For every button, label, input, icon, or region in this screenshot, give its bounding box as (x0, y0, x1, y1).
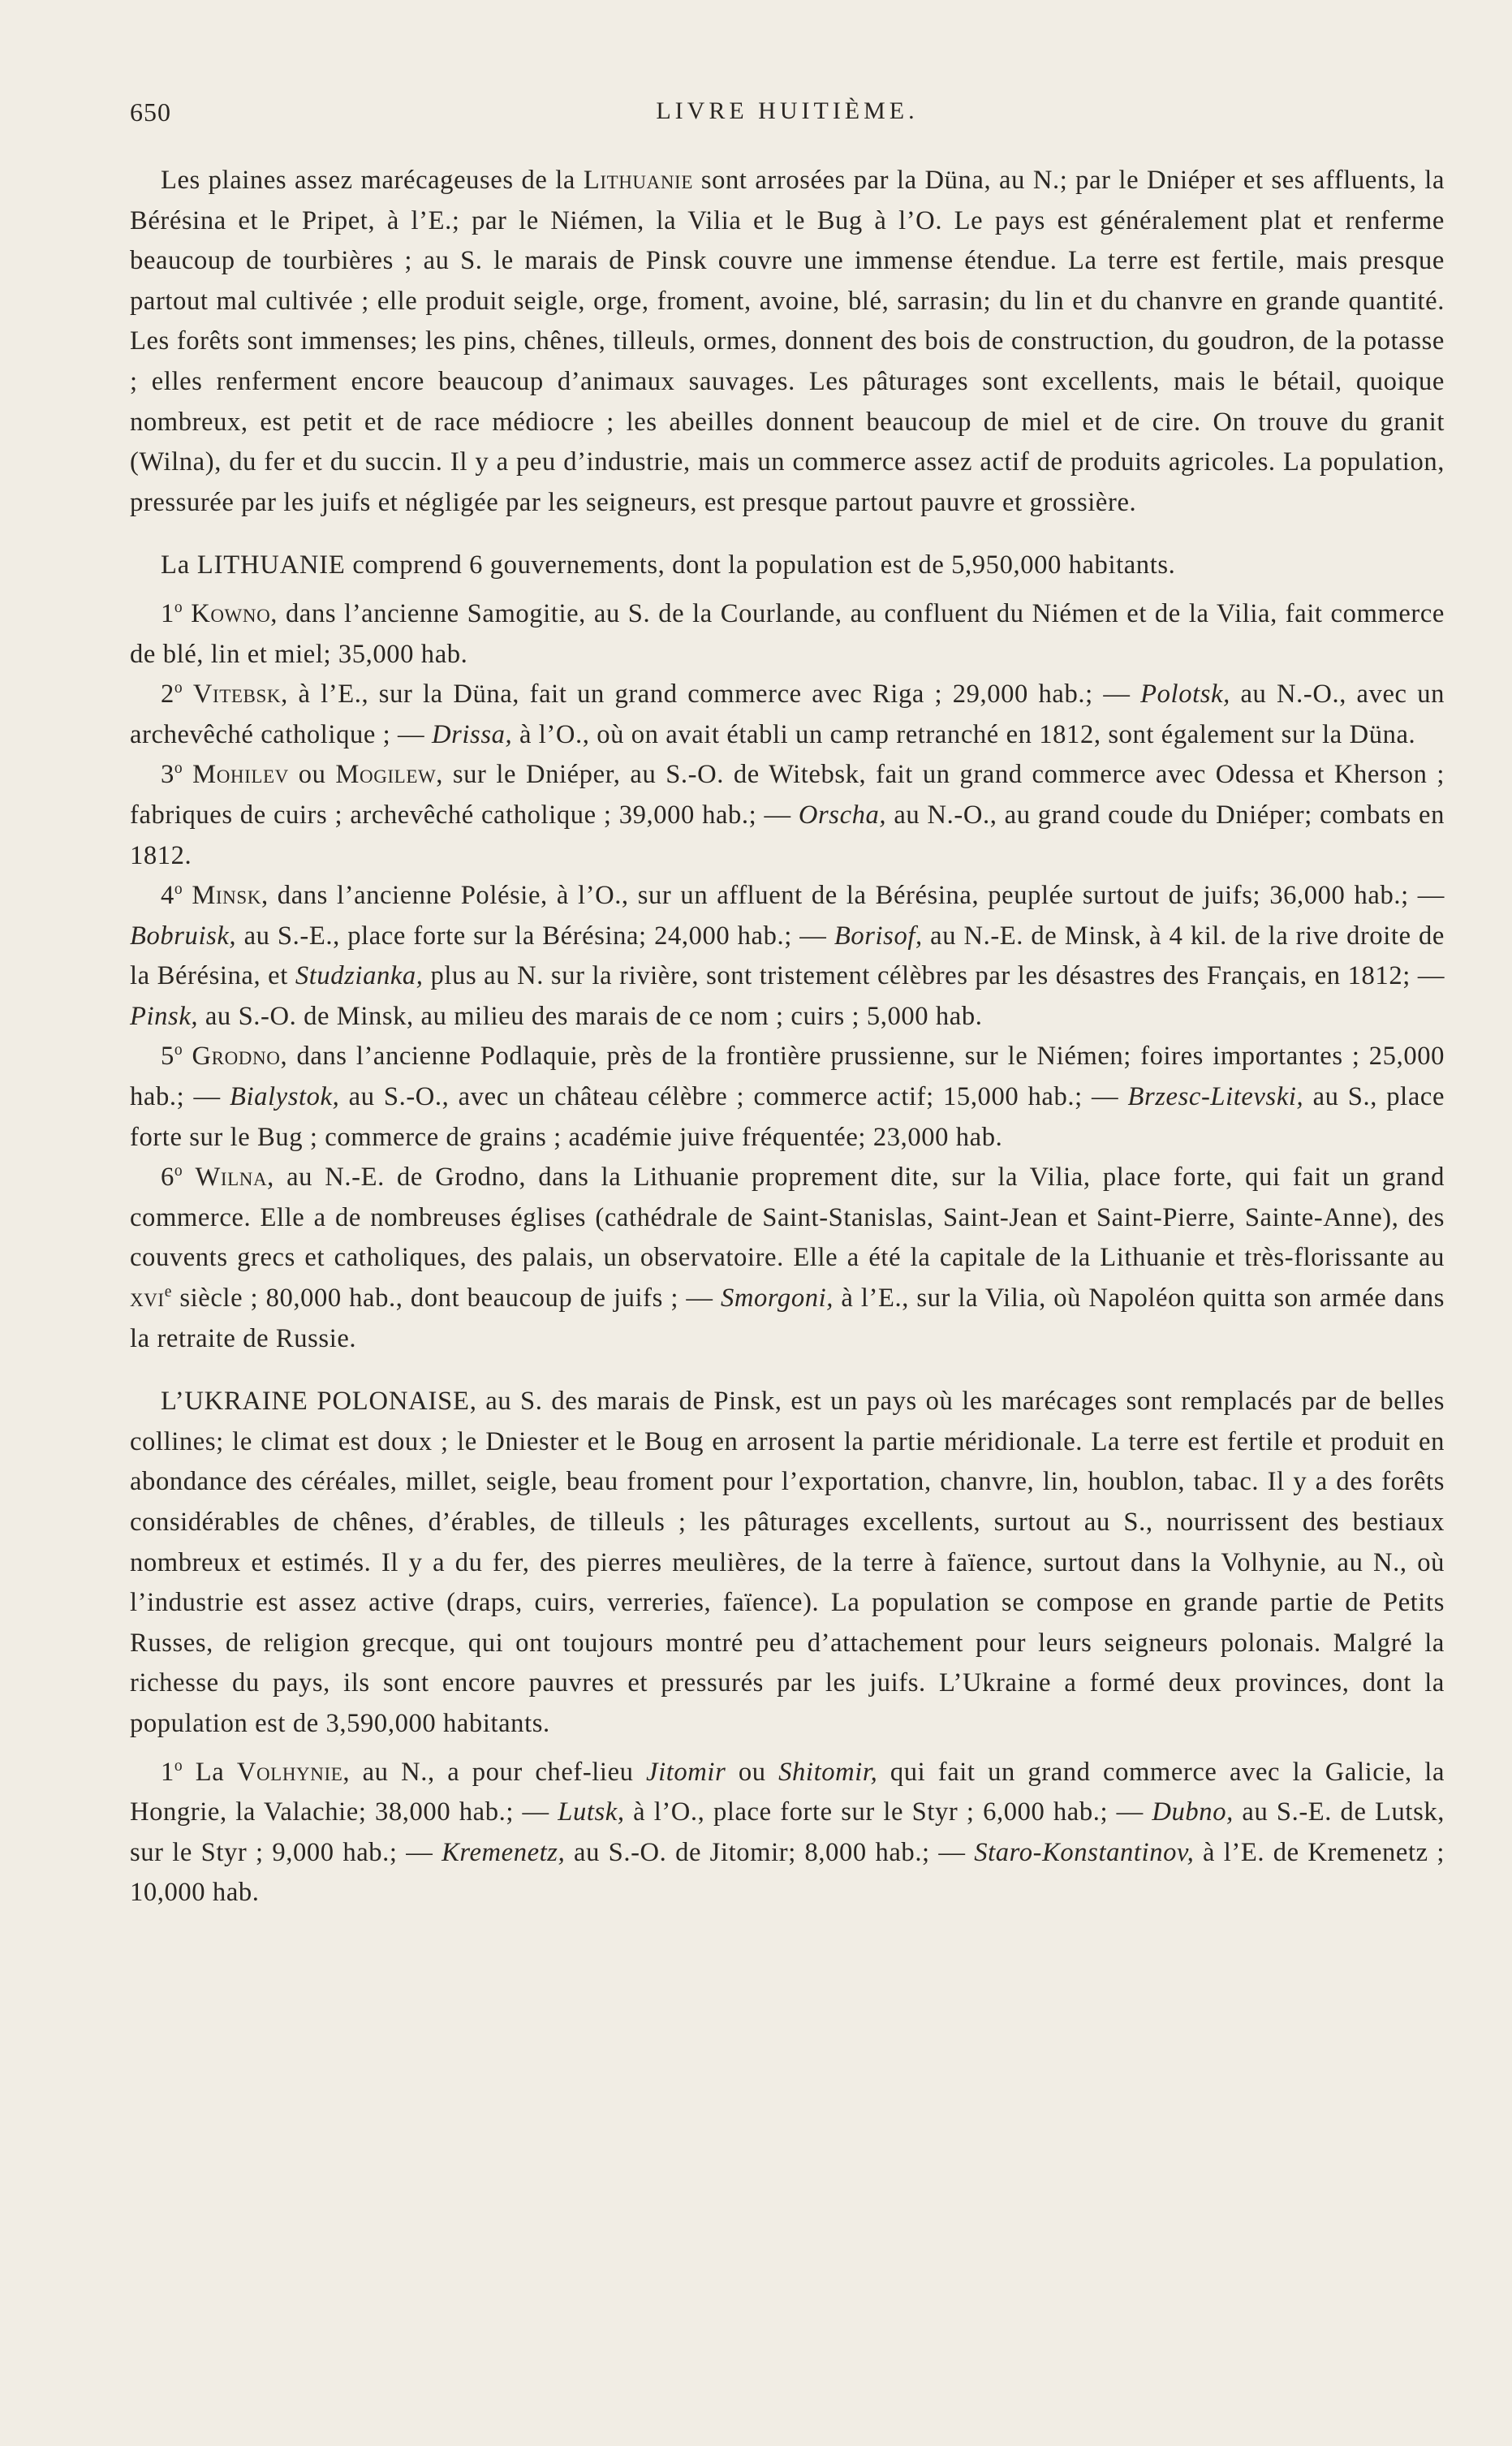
place-vitebsk: Vitebsk (192, 679, 282, 710)
place-minsk: Minsk (192, 881, 261, 911)
entry-grodno: 5$^o$ Grodno, dans l’ancienne Podlaquie, près de la frontière prussienne, sur le Niémen; foires importantes ; 25,000 hab.; — Bialystok, au S.-O., avec un château célèbre ; commerce actif; 15,000 hab.; — Brzesc-Litevski, au S., place forte sur le Bug ; commerce de grains ; académie juive fréquentée; 23,000 hab. (130, 1042, 1445, 1152)
place-pinsk: Pinsk, (130, 1001, 199, 1031)
place-drissa: Drissa, (431, 719, 513, 749)
place-kowno: Kowno (191, 598, 271, 628)
entry-mohilev: 3$^o$ Mohilev ou Mogilew, sur le Dniéper, au S.-O. de Witebsk, fait un grand commerce avec Odessa et Kherson ; fabriques de cuirs ; archevêché catholique ; 39,000 hab.; — Orscha, au N.-O., au grand coude du Dniéper; combats en 1812. (130, 760, 1445, 870)
place-smorgoni: Smorgoni, (720, 1283, 834, 1314)
place-borisof: Borisof, (834, 921, 923, 951)
place-mohilev: Mohilev (192, 760, 289, 790)
book-page (130, 91, 1445, 1913)
place-shitomir: Shitomir, (778, 1757, 878, 1787)
entry-wilna: 6$^o$ Wilna, au N.-E. de Grodno, dans la Lithuanie proprement dite, sur la Vilia, place forte, qui fait un grand commerce. Elle a de nombreuses églises (cathédrale de Saint-Stanislas, Saint-Jean et Saint-Pierre, Sainte-Anne), des couvents grecs et catholiques, des palais, un observatoire. Elle a été la capitale de la Lithuanie et très-florissante au xvi$^e$ siècle ; 80,000 hab., dont beaucoup de juifs ; — Smorgoni, à l’E., sur la Vilia, où Napoléon quitta son armée dans la retraite de Russie. (130, 1163, 1445, 1353)
region-ukraine-polonaise: L’UKRAINE POLONAISE (161, 1387, 470, 1417)
region-lithuanie: La LITHUANIE (161, 550, 346, 580)
running-head (130, 91, 1445, 136)
place-studzianka: Studzianka, (295, 961, 424, 991)
entry-vitebsk: 2$^o$ Vitebsk, à l’E., sur la Düna, fait un grand commerce avec Riga ; 29,000 hab.; — Polotsk, au N.-O., avec un archevêché catholique ; — Drissa, à l’O., où on avait établi un camp retranché en 1812, sont également sur la Düna. (130, 679, 1445, 749)
place-volhynie: Volhynie (236, 1757, 343, 1787)
place-grodno: Grodno (192, 1042, 281, 1072)
entry-minsk: 4$^o$ Minsk, dans l’ancienne Polésie, à l’O., sur un affluent de la Bérésina, peuplée surtout de juifs; 36,000 hab.; — Bobruisk, au S.-E., place forte sur la Bérésina; 24,000 hab.; — Borisof, au N.-E. de Minsk, à 4 kil. de la rive droite de la Bérésina, et Studzianka, plus au N. sur la rivière, sont tristement célèbres par les désastres des Français, en 1812; — Pinsk, au S.-O. de Minsk, au milieu des marais de ce nom ; cuirs ; 5,000 hab. (130, 881, 1445, 1031)
place-wilna: Wilna (195, 1163, 268, 1193)
place-jitomir: Jitomir (646, 1757, 726, 1787)
place-bobruisk: Bobruisk, (130, 921, 237, 951)
paragraph-lithuanie-summary: La LITHUANIE comprend 6 gouvernements, dont la population est de 5,950,000 habitants. (161, 550, 1176, 580)
book-title: LIVRE HUITIÈME. (656, 97, 919, 124)
paragraph-lithuanie-description: Les plaines assez marécageuses de la Lithuanie sont arrosées par la Düna, au N.; par le Dniéper et ses affluents, la Bérésina et le Pripet, à l’E.; par le Niémen, la Vilia et le Bug à l’O. Le pays est généralement plat et renferme beaucoup de tourbières ; au S. le marais de Pinsk couvre une immense étendue. La terre est fertile, mais presque partout mal cultivée ; elle produit seigle, orge, froment, avoine, blé, sarrasin; du lin et du chanvre en grande quantité. Les forêts sont immenses; les pins, chênes, tilleuls, ormes, donnent des bois de construction, du goudron, de la potasse ; elles renferment encore beaucoup d’animaux sauvages. Les pâturages sont excellents, mais le bétail, quoique nombreux, est petit et de race médiocre ; les abeilles donnent beaucoup de miel et de cire. On trouve du granit (Wilna), du fer et du succin. Il y a peu d’industrie, mais un commerce assez actif de produits agricoles. La population, pressurée par les juifs et négligée par les seigneurs, est presque partout pauvre et grossière. (130, 166, 1445, 517)
place-polotsk: Polotsk, (1140, 679, 1230, 710)
place-kremenetz: Kremenetz, (442, 1837, 566, 1867)
place-staro-konstantinov: Staro-Konstantinov, (974, 1837, 1195, 1867)
place-bialystok: Bialystok, (229, 1082, 340, 1112)
body-text (130, 161, 1445, 1913)
place-mogilew: Mogilew (335, 760, 437, 790)
page-number: 650 (130, 97, 171, 127)
place-lutsk: Lutsk, (558, 1797, 625, 1827)
place-dubno: Dubno, (1152, 1797, 1234, 1827)
paragraph-ukraine-polonaise: L’UKRAINE POLONAISE, au S. des marais de Pinsk, est un pays où les marécages sont remplacés par de belles collines; le climat est doux ; le Dniester et le Boug en arrosent la partie méridionale. La terre est fertile et produit en abondance des céréales, millet, seigle, beau froment pour l’exportation, chanvre, lin, houblon, tabac. Il y a des forêts considérables de chênes, d’érables, de tilleuls ; les pâturages excellents, surtout au S., nourrissent des bestiaux nombreux et estimés. Il y a du fer, des pierres meulières, de la terre à faïence, surtout dans la Volhynie, au N., où l’industrie est assez active (draps, cuirs, verreries, faïence). La population se compose en grande partie de Petits Russes, de religion grecque, qui ont toujours montré peu d’attachement pour leurs seigneurs polonais. Malgré la richesse du pays, ils sont encore pauvres et pressurés par les juifs. L’Ukraine a formé deux provinces, dont la population est de 3,590,000 habitants. (130, 1387, 1445, 1738)
entry-volhynie: 1$^o$ La Volhynie, au N., a pour chef-lieu Jitomir ou Shitomir, qui fait un grand commerce avec la Galicie, la Hongrie, la Valachie; 38,000 hab.; — Lutsk, à l’O., place forte sur le Styr ; 6,000 hab.; — Dubno, au S.-E. de Lutsk, sur le Styr ; 9,000 hab.; — Kremenetz, au S.-O. de Jitomir; 8,000 hab.; — Staro-Konstantinov, à l’E. de Kremenetz ; 10,000 hab. (130, 1757, 1445, 1908)
entry-kowno: 1$^o$ Kowno, dans l’ancienne Samogitie, au S. de la Courlande, au confluent du Niémen et de la Vilia, fait commerce de blé, lin et miel; 35,000 hab. (130, 598, 1445, 669)
place-orscha: Orscha, (798, 800, 887, 830)
term-lithuanie: Lithuanie (583, 166, 693, 195)
place-brzesc-litevski: Brzesc-Litevski, (1127, 1082, 1304, 1112)
